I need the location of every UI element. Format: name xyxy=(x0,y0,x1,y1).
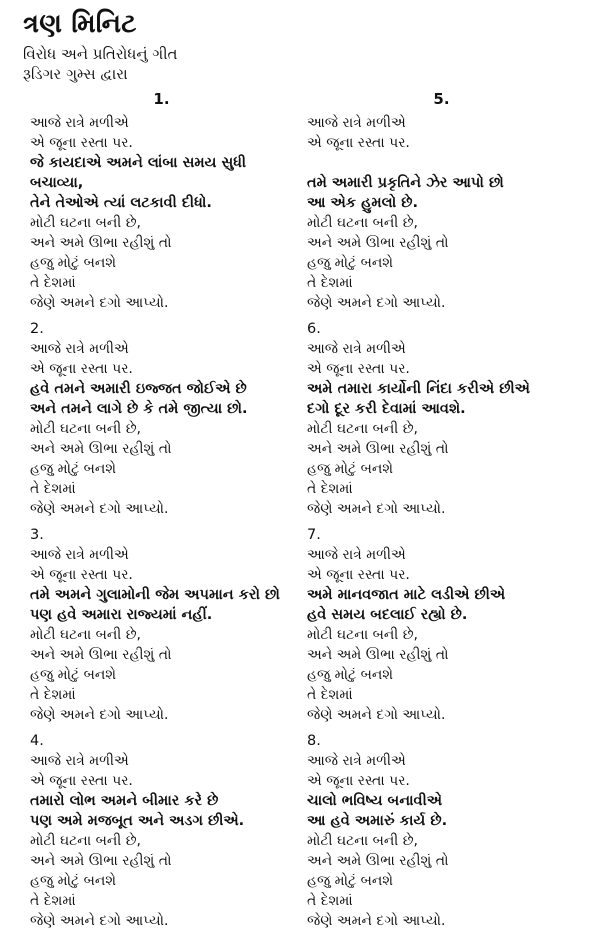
verse-line: અને અમે ઊભા રહીશું તો xyxy=(30,441,172,457)
verse-line: તે દેશમાં xyxy=(307,481,353,497)
stanza-number: 4. xyxy=(30,733,44,749)
verse-line: પણ અમે મજબૂત અને અડગ છીએ. xyxy=(30,813,245,829)
verse-line: તમે અમને ગુલામોની જેમ અપમાન કરો છો xyxy=(30,587,280,603)
verse-line: આ હવે અમારું કાર્ય છે. xyxy=(307,813,448,829)
verse-line: મોટી ઘટના બની છે, xyxy=(307,627,418,643)
two-column-layout xyxy=(23,90,606,937)
section-number-1: 1. xyxy=(153,90,170,108)
verse-line: એ જૂના રસ્તા પર. xyxy=(30,361,133,377)
stanza-2 xyxy=(23,319,300,519)
column-right xyxy=(300,90,583,937)
verse-line: જે કાયદાએ અમને લાંબા સમય સુધી xyxy=(30,155,247,171)
verse-line: હવે સમય બદલાઈ રહ્યો છે. xyxy=(307,607,468,623)
verse-line: હવે તમને અમારી ઇજ્જત જોઈએ છે xyxy=(30,381,247,397)
verse-line: હજુ મોટું બનશે xyxy=(307,255,394,271)
verse-line: એ જૂના રસ્તા પર. xyxy=(30,567,133,583)
verse-line: હજુ મોટું બનશે xyxy=(307,873,394,889)
verse-line: અને તમને લાગે છે કે તમે જીત્યા છો. xyxy=(30,401,248,417)
verse-line: અને અમે ઊભા રહીશું તો xyxy=(307,441,449,457)
verse-line: અને અમે ઊભા રહીશું તો xyxy=(307,853,449,869)
column-left xyxy=(23,90,300,937)
verse-line: અને અમે ઊભા રહીશું તો xyxy=(307,235,449,251)
stanza-4 xyxy=(23,731,300,931)
stanza-number: 8. xyxy=(307,733,321,749)
verse-line: તે દેશમાં xyxy=(30,481,76,497)
verse-line: હજુ મોટું બનશે xyxy=(30,255,117,271)
verse-line: આજે રાત્રે મળીએ xyxy=(307,547,406,563)
verse-line: તે દેશમાં xyxy=(307,275,353,291)
verse-line: એ જૂના રસ્તા પર. xyxy=(307,135,410,151)
verse-line: અને અમે ઊભા રહીશું તો xyxy=(30,235,172,251)
verse-line: તે દેશમાં xyxy=(30,893,76,909)
stanza-number: 7. xyxy=(307,527,321,543)
stanza-5 xyxy=(300,113,583,313)
verse-line: એ જૂના રસ્તા પર. xyxy=(307,773,410,789)
verse-line: આજે રાત્રે મળીએ xyxy=(30,341,129,357)
verse-line: તમારો લોભ અમને બીમાર કરે છે xyxy=(30,793,219,809)
verse-line: તેને તેઓએ ત્યાં લટકાવી દીધો. xyxy=(30,195,212,211)
verse-line: જેણે અમને દગો આપ્યો. xyxy=(307,501,446,517)
verse-line: અને અમે ઊભા રહીશું તો xyxy=(30,853,172,869)
stanza-number: 6. xyxy=(307,321,321,337)
verse-line: હજુ મોટું બનશે xyxy=(307,461,394,477)
verse-line: આજે રાત્રે મળીએ xyxy=(30,547,129,563)
verse-line: આજે રાત્રે મળીએ xyxy=(30,115,129,131)
verse-line: એ જૂના રસ્તા પર. xyxy=(30,135,133,151)
stanza-number: 2. xyxy=(30,321,44,337)
stanza-3 xyxy=(23,525,300,725)
verse-line: હજુ મોટું બનશે xyxy=(307,667,394,683)
verse-line: હજુ મોટું બનશે xyxy=(30,667,117,683)
section-number-5: 5. xyxy=(433,90,450,108)
document-byline: રૂડિગર ગુમ્સ દ્વારા xyxy=(23,65,128,83)
verse-line: આજે રાત્રે મળીએ xyxy=(307,115,406,131)
stanza-7 xyxy=(300,525,583,725)
page-title: ત્રણ મિનિટ xyxy=(23,9,137,39)
verse-line: મોટી ઘટના બની છે, xyxy=(307,833,418,849)
verse-line: જેણે અમને દગો આપ્યો. xyxy=(307,913,446,929)
verse-line: જેણે અમને દગો આપ્યો. xyxy=(30,295,169,311)
verse-line: અને અમે ઊભા રહીશું તો xyxy=(30,647,172,663)
verse-line: પણ હવે અમારા રાજ્યમાં નહીં. xyxy=(30,607,213,623)
document-subtitle: વિરોધ અને પ્રતિરોધનું ગીત xyxy=(23,45,178,63)
verse-line: મોટી ઘટના બની છે, xyxy=(30,421,141,437)
verse-line: આજે રાત્રે મળીએ xyxy=(307,753,406,769)
verse-line: તમે અમારી પ્રકૃતિને ઝેર આપો છો xyxy=(307,175,504,191)
verse-line: હજુ મોટું બનશે xyxy=(30,873,117,889)
verse-line: જેણે અમને દગો આપ્યો. xyxy=(307,707,446,723)
verse-line: જેણે અમને દગો આપ્યો. xyxy=(307,295,446,311)
stanza-number: 3. xyxy=(30,527,44,543)
verse-line: હજુ મોટું બનશે xyxy=(30,461,117,477)
verse-line: મોટી ઘટના બની છે, xyxy=(30,833,141,849)
verse-line: અમે માનવજાત માટે લડીએ છીએ xyxy=(307,587,506,603)
verse-line: જેણે અમને દગો આપ્યો. xyxy=(30,707,169,723)
verse-line: તે દેશમાં xyxy=(307,687,353,703)
verse-line: મોટી ઘટના બની છે, xyxy=(30,627,141,643)
verse-line: જેણે અમને દગો આપ્યો. xyxy=(30,501,169,517)
verse-line: બચાવ્યા, xyxy=(30,175,84,191)
verse-line: ચાલો ભવિષ્ય બનાવીએ xyxy=(307,793,443,809)
blank-line xyxy=(307,153,583,173)
verse-line: આજે રાત્રે મળીએ xyxy=(30,753,129,769)
verse-line: એ જૂના રસ્તા પર. xyxy=(307,567,410,583)
verse-line: તે દેશમાં xyxy=(30,687,76,703)
verse-line: તે દેશમાં xyxy=(30,275,76,291)
verse-line: અમે તમારા કાર્યોની નિંદા કરીએ છીએ xyxy=(307,381,530,397)
verse-line: મોટી ઘટના બની છે, xyxy=(307,421,418,437)
verse-line: જેણે અમને દગો આપ્યો. xyxy=(30,913,169,929)
verse-line: દગો દૂર કરી દેવામાં આવશે. xyxy=(307,401,466,417)
verse-line: તે દેશમાં xyxy=(307,893,353,909)
stanza-6 xyxy=(300,319,583,519)
verse-line: મોટી ઘટના બની છે, xyxy=(30,215,141,231)
verse-line: આજે રાત્રે મળીએ xyxy=(307,341,406,357)
stanza-8 xyxy=(300,731,583,931)
verse-line: એ જૂના રસ્તા પર. xyxy=(30,773,133,789)
verse-line: આ એક હુમલો છે. xyxy=(307,195,418,211)
verse-line: અને અમે ઊભા રહીશું તો xyxy=(307,647,449,663)
verse-line: એ જૂના રસ્તા પર. xyxy=(307,361,410,377)
verse-line: મોટી ઘટના બની છે, xyxy=(307,215,418,231)
stanza-1 xyxy=(23,113,300,313)
